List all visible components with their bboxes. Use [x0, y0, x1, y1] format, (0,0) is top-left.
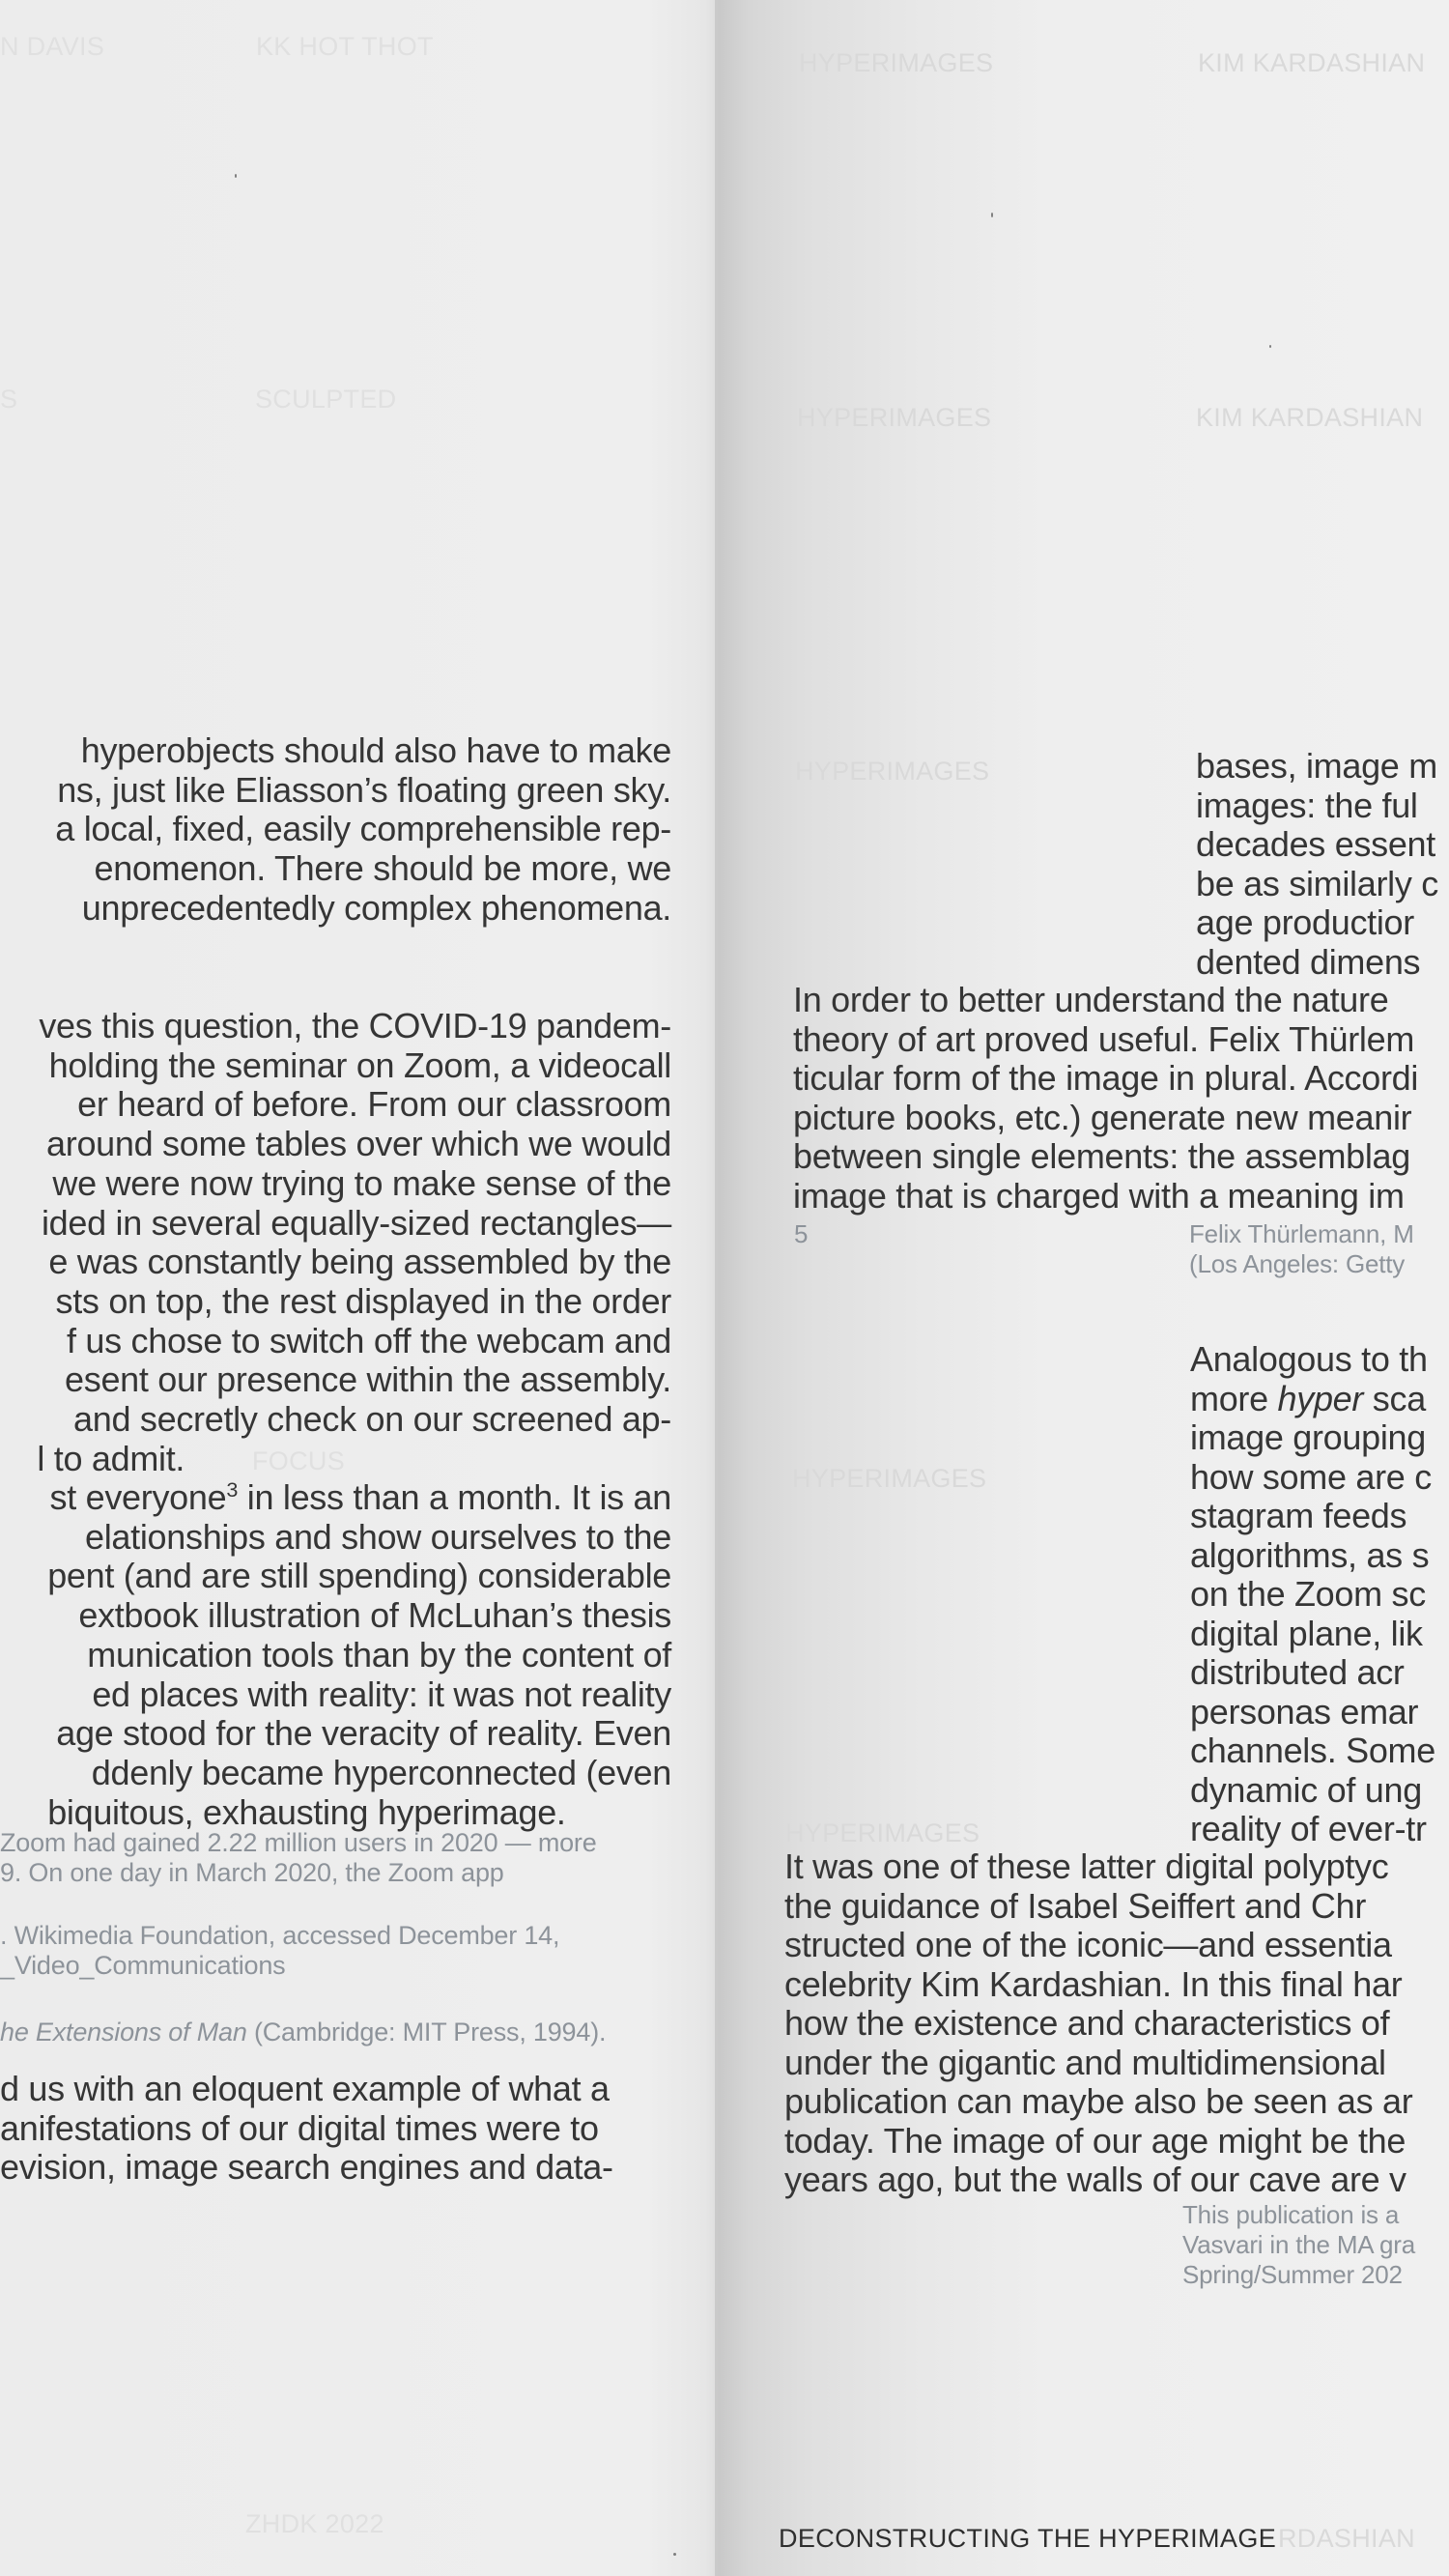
text-line: celebrity Kim Kardashian. In this final har: [784, 1963, 1403, 2004]
citation-rest: (Cambridge: MIT Press, 1994).: [246, 2018, 607, 2046]
text-line: It was one of these latter digital polyptyc: [784, 1846, 1389, 1886]
text-line: [47, 1478, 671, 1518]
text-line: [1190, 1380, 1435, 1419]
ghost-label: KIM KARDASHIAN: [1198, 48, 1426, 77]
text-line: bases, image m: [1196, 746, 1437, 786]
ghost-label: SCULPTED: [255, 385, 397, 414]
text-line: ddenly became hyperconnected (even: [91, 1752, 671, 1792]
text-line: unprecedentedly complex phenomena.: [81, 887, 671, 928]
text-line: hyperobjects should also have to make: [80, 730, 671, 770]
paper-speck: [673, 2553, 676, 2556]
book-title: he Extensions of Man: [0, 2018, 247, 2046]
text-line: years ago, but the walls of our cave are v: [784, 2160, 1406, 2199]
text-line: esent our presence within the assembly.: [65, 1360, 671, 1400]
colophon-line: Spring/Summer 202: [1182, 2260, 1403, 2289]
text-line: pent (and are still spending) considerable: [47, 1556, 671, 1596]
text-line: anifestations of our digital times were to: [0, 2107, 599, 2148]
text-line: er heard of before. From our classroom: [77, 1084, 671, 1125]
footnote-line: [0, 2018, 606, 2047]
text-line: evision, image search engines and data-: [0, 2147, 613, 2188]
footnote: [1189, 1219, 1414, 1279]
footnote-line: Zoom had gained 2.22 million users in 2020 — more: [0, 1828, 597, 1857]
body-paragraph: [55, 731, 671, 929]
ghost-label: HYPERIMAGES: [792, 1464, 987, 1493]
text-line: picture books, etc.) generate new meanir: [793, 1097, 1412, 1137]
text-line: ticular form of the image in plural. Accordi: [793, 1058, 1419, 1098]
text-line: d us with an eloquent example of what a: [0, 2069, 610, 2108]
colophon-line: Vasvari in the MA gra: [1182, 2230, 1415, 2259]
body-paragraph: [784, 1847, 1412, 2200]
text-line: around some tables over which we would: [46, 1124, 671, 1164]
text-line: personas emar: [1190, 1691, 1419, 1732]
text-line: Analogous to th: [1190, 1339, 1428, 1379]
text-line: how some are c: [1190, 1456, 1432, 1497]
text-line: ed places with reality: it was not reality: [92, 1674, 671, 1714]
text-line: we were now trying to make sense of the: [52, 1162, 671, 1203]
body-paragraph: [47, 1478, 671, 1832]
ghost-label: RDASHIAN: [1278, 2524, 1415, 2553]
text-line: ves this question, the COVID-19 pandem-: [39, 1006, 671, 1045]
text-line: age stood for the veracity of reality. Even: [56, 1713, 671, 1754]
text-line: image that is charged with a meaning im: [793, 1175, 1405, 1216]
text-line: distributed acr: [1190, 1652, 1405, 1692]
text-line: munication tools than by the content of: [87, 1634, 671, 1674]
ghost-label: HYPERIMAGES: [795, 757, 990, 786]
paper-speck: [1269, 345, 1271, 348]
text-line: under the gigantic and multidimensional: [784, 2042, 1386, 2082]
text-line: a local, fixed, easily comprehensible rep-: [55, 809, 671, 849]
text-line: reality of ever-tr: [1190, 1809, 1427, 1848]
right-page: [720, 0, 1449, 2576]
ghost-label: N DAVIS: [0, 32, 105, 61]
text-line: digital plane, lik: [1190, 1613, 1423, 1653]
text-line: decades essent: [1196, 824, 1435, 864]
text-line: f us chose to switch off the webcam and: [67, 1320, 671, 1360]
text-line: elationships and show ourselves to the: [85, 1516, 671, 1557]
text-line: image grouping: [1190, 1417, 1426, 1457]
left-page: [0, 0, 720, 2576]
text-line: theory of art proved useful. Felix Thürlem: [793, 1018, 1415, 1059]
body-paragraph: [1196, 747, 1438, 982]
ghost-label: ZHDK 2022: [245, 2509, 384, 2538]
text-line: enomenon. There should be more, we: [94, 848, 671, 889]
footnote-line: Felix Thürlemann, M: [1189, 1219, 1414, 1248]
text-line: the guidance of Isabel Seiffert and Chr: [784, 1885, 1367, 1926]
text-line: biquitous, exhausting hyperimage.: [47, 1791, 566, 1832]
body-paragraph: [1190, 1340, 1435, 1849]
text-line: ided in several equally-sized rectangles—: [41, 1202, 671, 1243]
footnote: [0, 1828, 597, 1888]
text-fragment: more: [1190, 1378, 1278, 1418]
paper-speck: [991, 213, 993, 217]
text-fragment: st everyone: [49, 1477, 227, 1517]
body-paragraph: [39, 1007, 671, 1478]
ghost-label: KIM KARDASHIAN: [1196, 403, 1424, 432]
footnote: [0, 1921, 559, 1981]
ghost-label: HYPERIMAGES: [797, 403, 992, 432]
text-line: publication can maybe also be seen as ar: [784, 2081, 1413, 2121]
body-paragraph: [793, 981, 1418, 1216]
text-line: l to admit.: [37, 1438, 185, 1478]
text-line: sts on top, the rest displayed in the order: [55, 1280, 671, 1321]
running-title: DECONSTRUCTING THE HYPERIMAGE: [779, 2524, 1277, 2553]
text-line: structed one of the iconic—and essentia: [784, 1925, 1392, 1964]
text-line: holding the seminar on Zoom, a videocall: [48, 1045, 671, 1085]
text-line: be as similarly c: [1196, 863, 1438, 903]
text-line: In order to better understand the nature: [793, 980, 1389, 1019]
ghost-label: FOCUS: [252, 1446, 345, 1475]
paper-speck: [235, 174, 237, 178]
text-line: algorithms, as s: [1190, 1534, 1430, 1575]
text-line: how the existence and characteristics of: [784, 2003, 1390, 2043]
ghost-label: HYPERIMAGES: [799, 48, 994, 77]
footnote-ref: 3: [226, 1477, 239, 1502]
text-line: stagram feeds: [1190, 1496, 1407, 1535]
text-line: age productior: [1196, 902, 1414, 942]
text-line: extbook illustration of McLuhan’s thesis: [78, 1595, 671, 1636]
text-line: dented dimens: [1196, 941, 1421, 982]
text-line: images: the ful: [1196, 785, 1418, 825]
ghost-label: KK HOT THOT: [256, 32, 434, 61]
colophon: [1182, 2200, 1415, 2290]
text-line: channels. Some: [1190, 1731, 1435, 1770]
text-line: between single elements: the assemblag: [793, 1136, 1410, 1176]
footnote-line: . Wikimedia Foundation, accessed December 14,: [0, 1921, 560, 1950]
text-fragment: in less than a month. It is an: [238, 1477, 671, 1517]
text-line: e was constantly being assembled by the: [48, 1242, 671, 1282]
colophon-line: This publication is a: [1182, 2200, 1400, 2229]
footnote-number: 5: [794, 1219, 809, 1248]
footnote: [0, 2018, 606, 2047]
footnote-line: (Los Angeles: Getty: [1189, 1249, 1406, 1278]
text-line: dynamic of ung: [1190, 1769, 1422, 1810]
text-line: ns, just like Eliasson’s floating green sky.: [57, 769, 671, 810]
footnote-line: _Video_Communications: [0, 1951, 286, 1980]
text-line: and secretly check on our screened ap-: [64, 1399, 671, 1440]
body-paragraph: [0, 2070, 613, 2188]
emphasis: hyper: [1277, 1378, 1364, 1418]
ghost-label: HYPERIMAGES: [785, 1818, 980, 1847]
ghost-label: S: [0, 385, 18, 414]
text-line: today. The image of our age might be the: [784, 2120, 1406, 2161]
text-fragment: sca: [1363, 1378, 1426, 1418]
footnote-line: 9. On one day in March 2020, the Zoom app: [0, 1858, 504, 1887]
text-line: on the Zoom sc: [1190, 1574, 1426, 1614]
